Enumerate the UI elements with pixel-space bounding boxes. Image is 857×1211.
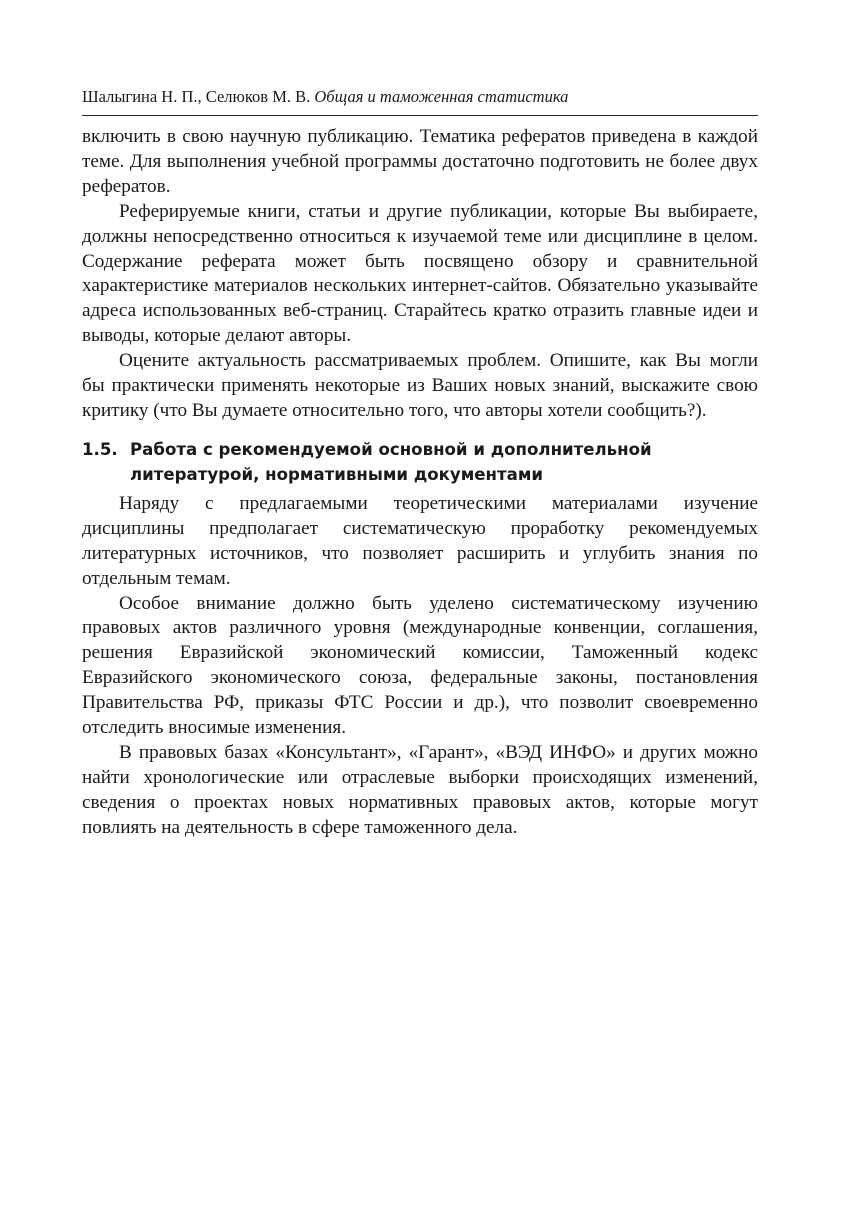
paragraph: Наряду с предлагаемыми теоретическими материалами изучение дисциплины предполагает систематическую проработку рекомендуемых литературных источников, что позволяет расширить и углубить знания по отдельным темам.: [82, 492, 758, 589]
section-heading: [82, 437, 758, 487]
section-title-line-1: Работа с рекомендуемой основной и дополнительной: [130, 439, 652, 459]
paragraph: Оцените актуальность рассматриваемых проблем. Опишите, как Вы могли бы практически применять некоторые из Ваших новых знаний, выскажите свою критику (что Вы думаете относительно того, что авторы хотели сообщить?).: [82, 350, 758, 421]
body-text: [82, 125, 758, 841]
paragraph-continuation: включить в свою научную публикацию. Тематика рефератов приведена в каждой теме. Для выполнения учебной программы достаточно подготовить не более двух рефератов.: [82, 126, 758, 197]
paragraph: В правовых базах «Консультант», «Гарант», «ВЭД ИНФО» и других можно найти хронологические или отраслевые выборки происходящих изменений, сведения о проектах новых нормативных правовых актов, которые могут повлиять на деятельность в сфере таможенного дела.: [82, 741, 758, 838]
paragraph: Особое внимание должно быть уделено систематическому изучению правовых актов различного уровня (международные конвенции, соглашения, решения Евразийской экономический комиссии, Таможенный кодекс Евразийского экономического союза, федеральные законы, постановления Правительства РФ, приказы ФТС России и др.), что позволит своевременно отследить вносимые изменения.: [82, 592, 758, 739]
header-book-title: Общая и таможенная статистика: [314, 87, 569, 106]
section-number: 1.5.: [82, 439, 118, 459]
book-page: [82, 86, 758, 841]
running-header: [82, 86, 758, 116]
section-title-line-2: литературой, нормативными документами: [130, 464, 544, 484]
paragraph: Реферируемые книги, статьи и другие публикации, которые Вы выбираете, должны непосредственно относиться к изучаемой теме или дисциплине в целом. Содержание реферата может быть посвящено обзору и сравнительной характеристике материалов нескольких интернет-сайтов. Обязательно указывайте адреса использованных веб-страниц. Старайтесь кратко отразить главные идеи и выводы, которые делают авторы.: [82, 200, 758, 347]
header-authors: Шалыгина Н. П., Селюков М. В.: [82, 87, 311, 106]
